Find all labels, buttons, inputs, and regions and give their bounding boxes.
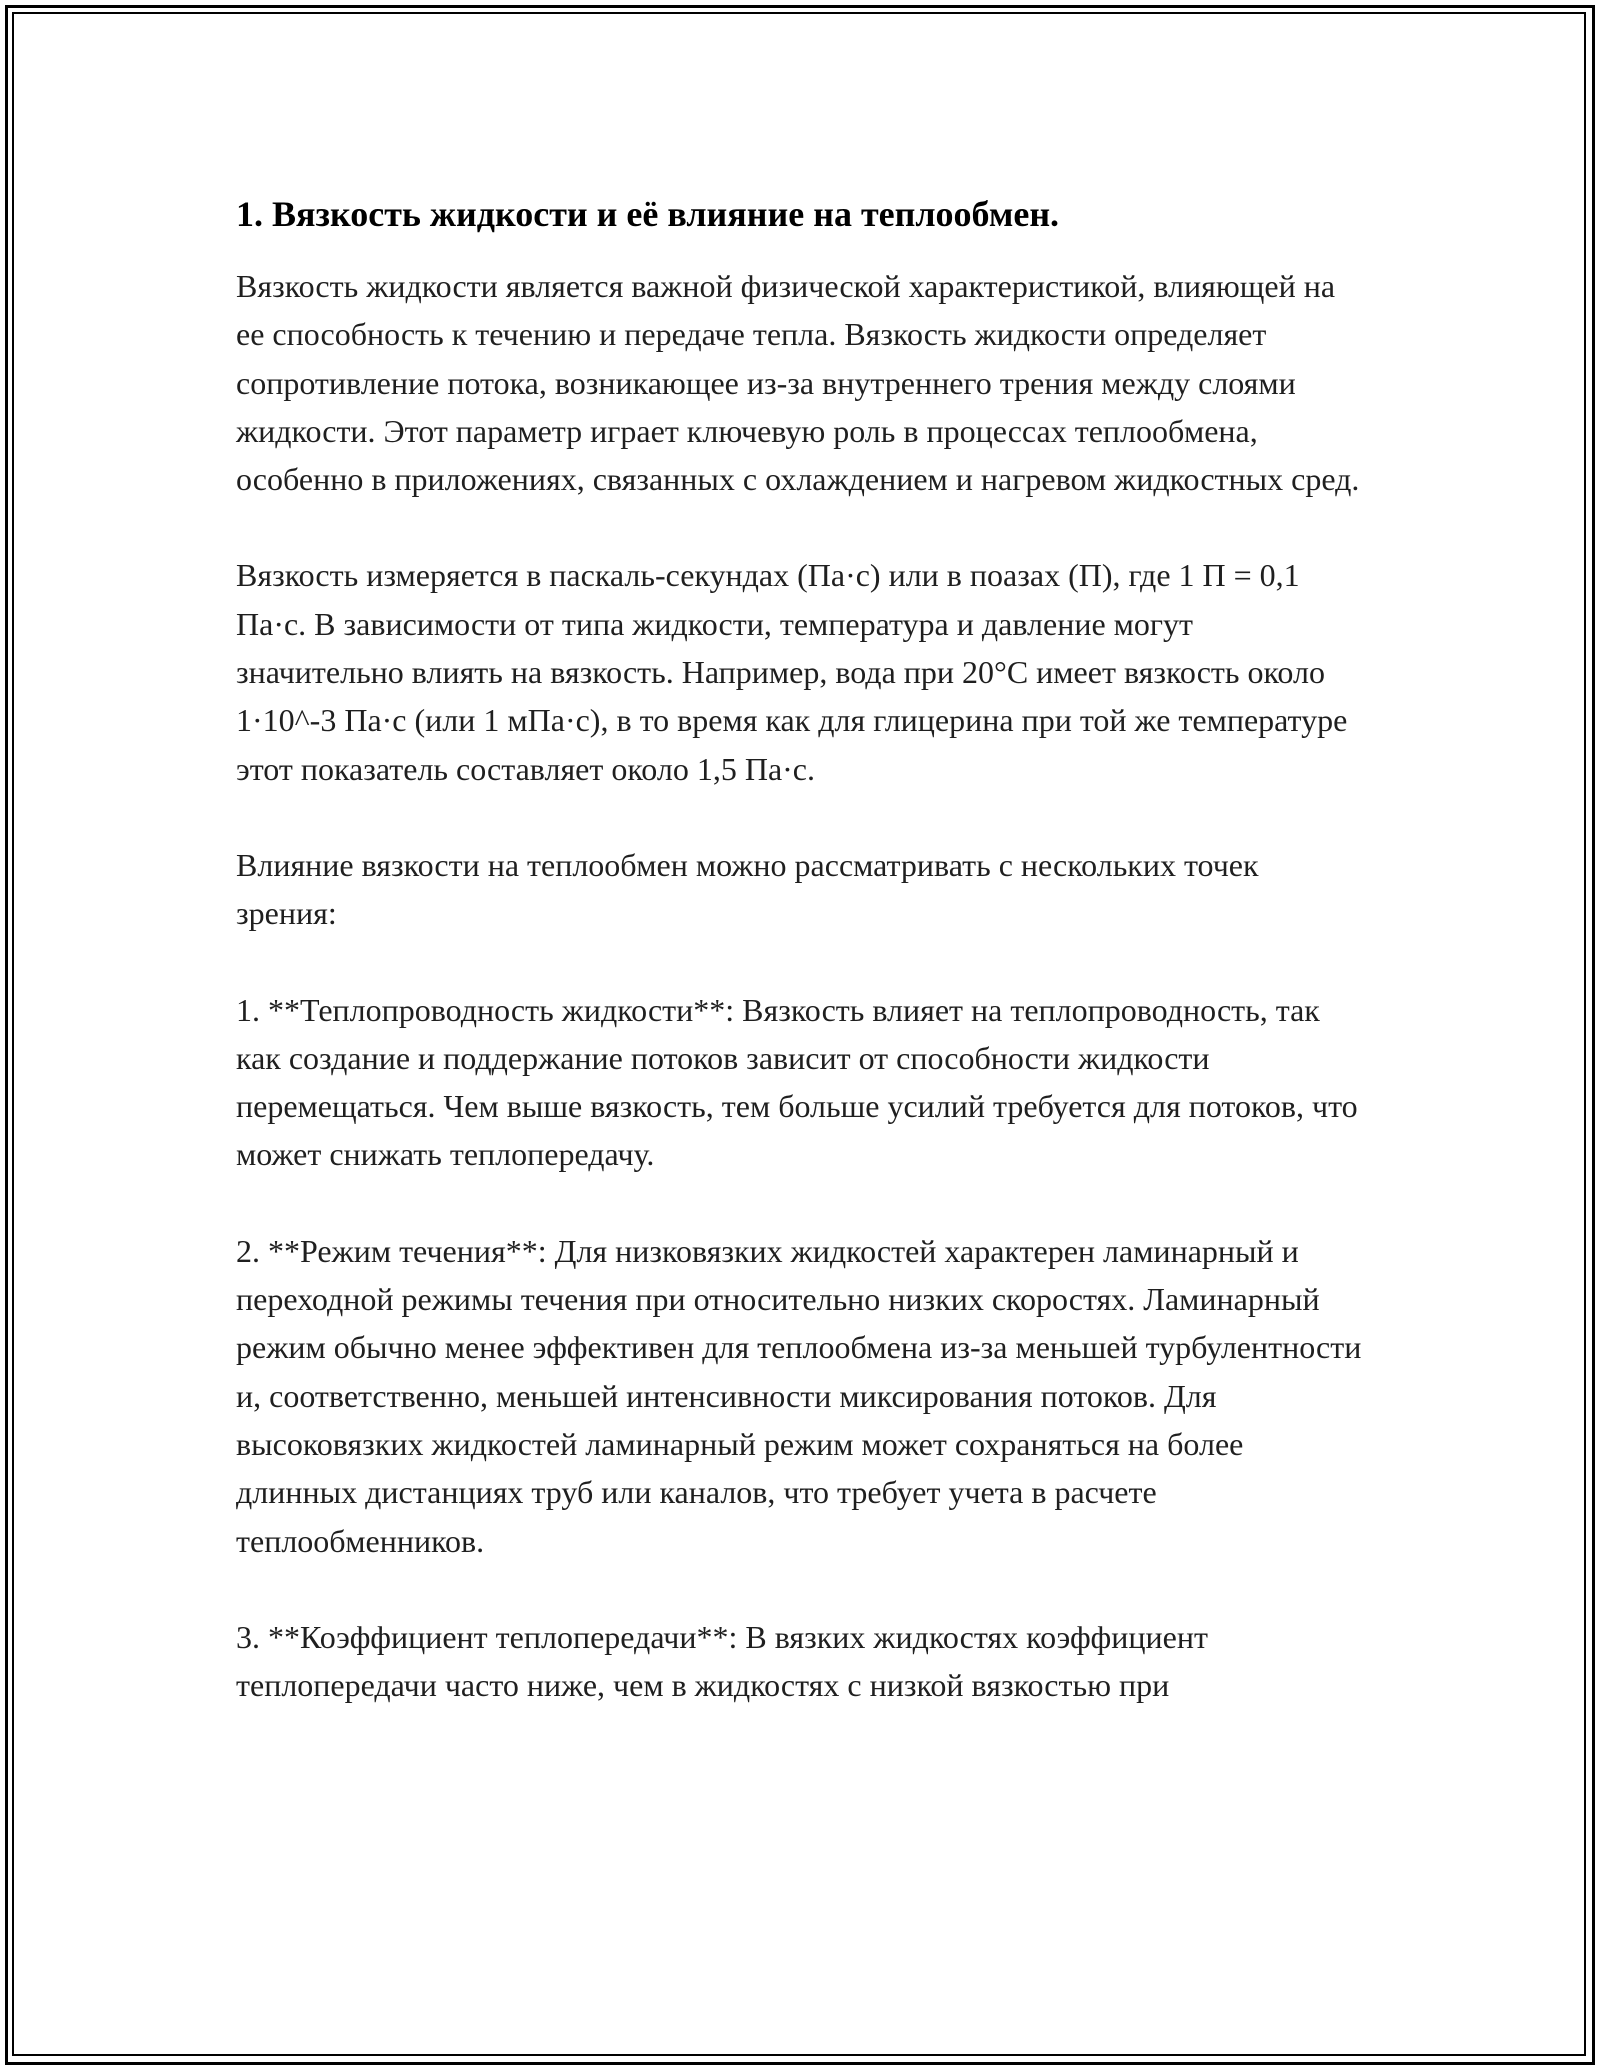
list-item-heat-transfer-coefficient: 3. **Коэффициент теплопередачи**: В вязких жидкостях коэффициент теплопередачи часто ниже, чем в жидкостях с низкой вязкостью при bbox=[236, 1618, 1208, 1704]
document-body bbox=[236, 186, 1366, 1709]
paragraph-viscosity-definition: Вязкость жидкости является важной физической характеристикой, влияющей на ее способность к течению и передаче тепла. Вязкость жидкости определяет сопротивление потока, возникающее из-за внутреннего трения между слоями жидкости. Этот параметр играет ключевую роль в процессах теплообмена, особенно в приложениях, связанных с охлаждением и нагревом жидкостных сред. bbox=[236, 268, 1360, 498]
paragraph-viscosity-units: Вязкость измеряется в паскаль-секундах (Па·с) или в поазах (П), где 1 П = 0,1 Па·с. В зависимости от типа жидкости, температура и давление могут значительно влиять на вязкость. Например, вода при 20°C имеет вязкость около 1·10^-3 Па·с (или 1 мПа·с), в то время как для глицерина при той же температуре этот показатель составляет около 1,5 Па·с. bbox=[236, 557, 1348, 787]
list-item-flow-regime: 2. **Режим течения**: Для низковязких жидкостей характерен ламинарный и переходной режимы течения при относительно низких скоростях. Ламинарный режим обычно менее эффективен для теплообмена из-за меньшей турбулентности и, соответственно, меньшей интенсивности миксирования потоков. Для высоковязких жидкостей ламинарный режим может сохраняться на более длинных дистанциях труб или каналов, что требует учета в расчете теплообменников. bbox=[236, 1232, 1362, 1559]
section-heading: 1. Вязкость жидкости и её влияние на теплообмен. bbox=[236, 194, 1060, 234]
paragraph-heat-exchange-intro: Влияние вязкости на теплообмен можно рассматривать с нескольких точек зрения: bbox=[236, 846, 1259, 932]
list-item-thermal-conductivity: 1. **Теплопроводность жидкости**: Вязкость влияет на теплопроводность, так как создание и поддержание потоков зависит от способности жидкости перемещаться. Чем выше вязкость, тем больше усилий требуется для потоков, что может снижать теплопередачу. bbox=[236, 991, 1358, 1173]
